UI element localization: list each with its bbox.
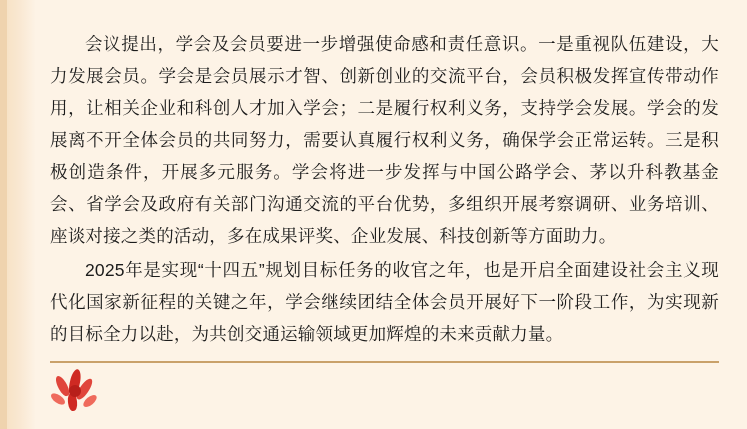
paragraph-1: 会议提出，学会及会员要进一步增强使命感和责任意识。一是重视队伍建设，大力发展会员。学会是会员展示才智、创新创业的交流平台，会员积极发挥宣传带动作用，让相关企业和科创人才加入学会；二是履行权利义务，支持学会发展。学会的发展离不开全体会员的共同努力，需要认真履行权利义务，确保学会正常运转。三是积极创造条件，开展多元服务。学会将进一步发挥与中国公路学会、茅以升科教基金会、省学会及政府有关部门沟通交流的平台优势，多组织开展考察调研、业务培训、座谈对接之类的活动，多在成果评奖、企业发展、科技创新等方面助力。 — [50, 34, 719, 246]
ribbon-knot — [69, 385, 81, 397]
ribbon-ornament-icon — [52, 369, 116, 415]
document-footer — [36, 351, 747, 429]
left-decorative-band — [0, 0, 36, 429]
left-band-edge — [0, 0, 7, 429]
paragraph-2: 2025年是实现“十四五”规划目标任务的收官之年，也是开启全面建设社会主义现代化国家新征程的关键之年，学会继续团结全体会员开展好下一阶段工作，为实现新的目标全力以赴，为共创交通运输领域更加辉煌的未来贡献力量。 — [50, 260, 719, 344]
horizontal-divider — [50, 361, 719, 363]
